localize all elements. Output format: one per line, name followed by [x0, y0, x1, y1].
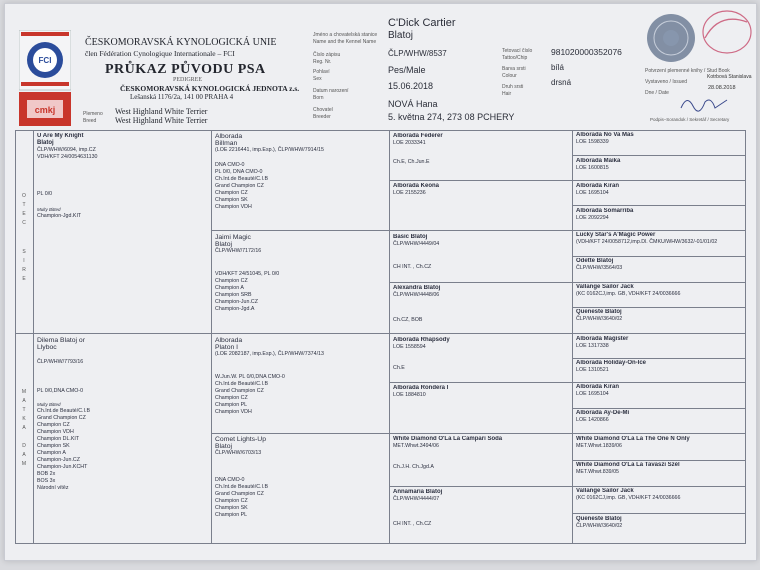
issued-by: Kotrbová Stanislava — [707, 74, 752, 80]
gen4-cell-12: Alborada Ay-De-Mi LOE 1420866 — [576, 410, 630, 423]
sire-dam-cell: Jaimi Magic Blatoj ČLP/WHW/7172/16 VDH/KFT 24/51045, PL 0/0 Champion CZ Champion A Champion SRB Champion-Jun.CZ Champion-Jgd.A — [215, 234, 280, 312]
reg-label-en: Reg. Nr. — [313, 59, 332, 65]
gen4-cell-5: Lucky Star's A'Magic Power (VDH/KFT 24/0058712,imp.Dl. ČMKU/WHW/3632/-01/01/02 — [576, 232, 718, 245]
tattoo-label-en: Tattoo/Chip — [502, 55, 528, 61]
issue-date: 28.08.2018 — [708, 85, 736, 91]
gen4-cell-7: Vallange Sailor Jack (KC 0162CJ,imp. GB, VDH/KFT 24/0036666 — [576, 284, 681, 297]
stamp-icon — [645, 12, 697, 64]
dam-sire-cell: Alborada Platon I (LOE 2082187, imp.Esp.), ČLP/WHW/7374/13 W.Jun.W. PL 0/0,DNA CMO-0 Ch.Int.de Beauté/C.I.B Grand Champion CZ Champion CZ Champion PL Champion VDH — [215, 337, 324, 415]
gen4-cell-11: Alborada Kiran LOE 1695104 — [576, 384, 620, 397]
dob-label-en: Born — [313, 95, 324, 101]
gen4-cell-10: Alborada Holiday-On-Ice LOE 1310521 — [576, 360, 647, 373]
breeder-name: NOVÁ Hana — [388, 99, 438, 109]
breed-label-en: Breed — [83, 118, 97, 124]
gen4-cell-2: Alborada Maika LOE 1600815 — [576, 158, 621, 171]
gen3-cell-6: Alborada Rondera I LOE 1884810 — [393, 385, 449, 398]
dog-kennel: Blatoj — [388, 30, 414, 41]
seal-icon — [699, 8, 755, 58]
coat-hair: drsná — [551, 78, 572, 87]
org-member: člen Fédération Cynologique Internationale – FCI — [85, 49, 235, 58]
fci-logo-text: FCI — [38, 56, 52, 65]
sire-sire-cell: Alborada Billman (LOE 2216441, imp.Esp.), ČLP/WHW/7914/15 DNA CMO-0 PL 0/0, DNA CMO-0 Ch.Int.de Beauté/C.I.B Grand Champion CZ Champion CZ Champion SK Champion VDH — [215, 133, 324, 210]
gen4-cell-15: Vallange Sailor Jack (KC 0162CJ,imp. GB, VDH/KFT 24/0036666 — [576, 488, 681, 501]
gen3-cell-5: Alborada Rhapsody LOE 1558594 Ch.E — [393, 337, 450, 371]
org-name: ČESKOMORAVSKÁ KYNOLOGICKÁ UNIE — [85, 37, 277, 48]
doc-title: PRŮKAZ PŮVODU PSA — [105, 62, 266, 77]
gen4-cell-8: Queneste Blatoj ČLP/WHW/3640/02 — [576, 309, 623, 322]
gen3-cell-3: Basic Blatoj ČLP/WHW/4449/04 CH INT. , Ch.CZ — [393, 234, 440, 270]
coat-color: bílá — [551, 63, 564, 72]
breeder-label-cz: Chovatel — [313, 107, 333, 113]
gen4-cell-9: Alborada Magister LOE 1317338 — [576, 336, 629, 349]
breed-cz: West Highland White Terrier — [115, 107, 208, 116]
dog-reg-no: ČLP/WHW/8537 — [388, 49, 447, 58]
gen4-cell-4: Alborada Somarriba LOE 2092294 — [576, 208, 634, 221]
color-label-cz: Barva srsti — [502, 66, 526, 72]
gen3-cell-4: Alexandra Blatoj ČLP/WHW/4448/06 Ch.CZ, BOB — [393, 285, 441, 323]
gen4-cell-16: Queneste Blatoj ČLP/WHW/3640/02 — [576, 516, 623, 529]
signature-icon — [677, 92, 733, 114]
sire-cell: U Are My Knight Blatoj ČLP/WHW/6094, imp.CZ VDH/KFT 24/0054631130 PL 0/0 Multy Bitted Champion-Jgd.KIT — [37, 133, 98, 219]
sex-label-cz: Pohlaví — [313, 69, 330, 75]
gen3-cell-8: Annamaria Blatoj ČLP/WHW/4444/07 CH INT. , Ch.CZ — [393, 489, 443, 527]
gen4-cell-1: Alborada No Va Mas LOE 1598339 — [576, 132, 634, 145]
dog-dob: 15.06.2018 — [388, 81, 434, 91]
side-label-dam: D A M — [21, 443, 27, 467]
gen3-cell-2: Alborada Keona LOE 2155236 — [393, 183, 440, 196]
stud-book-label: Potvrzení plemenné knihy / Stud Book — [645, 68, 730, 74]
hair-label-en: Hair — [502, 91, 512, 97]
gen3-cell-7: White Diamond O'La La Campari Soda MET.Whwt.3494/06 Ch.J.H. Ch.Jgd.A — [393, 436, 503, 470]
signature-label: Podpis–Sorandok / Sekretář / Secretary — [650, 117, 730, 122]
date-label: Dne / Date — [645, 90, 669, 96]
gen4-cell-6: Odette Blatoj ČLP/WHW/3564/03 — [576, 258, 623, 271]
breeder-address: 5. května 274, 273 08 PCHERY — [388, 112, 515, 122]
doc-subtitle: PEDIGREE — [173, 77, 202, 83]
gen4-cell-14: White Diamond O'La La Tavaszi Szél MET.Whwt.839/05 — [576, 462, 680, 475]
club-address: Lešanská 1176/2a, 141 00 PRAHA 4 — [130, 93, 234, 101]
color-label-en: Colour — [502, 73, 517, 79]
issued-label: Vystaveno / Issued — [645, 79, 688, 85]
side-label-matka: M A T K A — [21, 389, 27, 431]
cmkj-logo-text: cmkj — [34, 105, 56, 115]
gen4-cell-13: White Diamond O'La La The One N Only MET.Whwt.1839/06 — [576, 436, 690, 449]
dog-sex: Pes/Male — [388, 65, 426, 75]
pedigree-document — [4, 3, 757, 561]
side-label-otec: O T E C — [22, 193, 26, 226]
dob-label-cz: Datum narození — [313, 88, 349, 94]
fci-cmkj-logo-icon — [19, 30, 71, 126]
hair-label-cz: Druh srsti — [502, 84, 524, 90]
gen4-cell-3: Alborada Kiran LOE 1695104 — [576, 183, 620, 196]
dam-cell: Dilema Blatoj or Llyboc ČLP/WHW/7793/16 PL 0/0,DNA CMO-0 Multy Bitted Ch.Int.de Beauté/C.I.B Grand Champion CZ Champion CZ Champion VDH Champion DL.KIT Champion SK Champion A Champion-Jun.CZ Champion-Jun.KCHT BOB 2x BOS 3x Národní vítěz — [37, 337, 90, 491]
name-label-cz: Jméno a chovatelská stanice — [313, 32, 378, 38]
chip-number: 981020000352076 — [551, 47, 622, 57]
name-label-en: Name and the Kennel Name — [313, 39, 377, 45]
dam-dam-cell: Comet Lights-Up Blatoj ČLP/WHW/6703/13 DNA CMO-0 Ch.Int.de Beauté/C.I.B Grand Champion CZ Champion CZ Champion SK Champion PL — [215, 436, 268, 518]
dog-name: C'Dick Cartier — [388, 17, 456, 29]
breeder-label-en: Breeder — [313, 114, 331, 120]
gen3-cell-1: Alborada Federer LOE 2033341 Ch.E, Ch.Jun.E — [393, 133, 443, 165]
side-label-sire: S I R E — [22, 249, 26, 282]
breed-label-cz: Plemeno — [83, 111, 103, 117]
breed-en: West Highland White Terrier — [115, 116, 208, 125]
tattoo-label-cz: Tetovací číslo — [502, 48, 533, 54]
club-name: ČESKOMORAVSKÁ KYNOLOGICKÁ JEDNOTA z.s. — [120, 84, 300, 93]
reg-label-cz: Číslo zápisu — [313, 52, 341, 58]
pedigree-table — [15, 130, 746, 544]
sex-label-en: Sex — [313, 76, 322, 82]
